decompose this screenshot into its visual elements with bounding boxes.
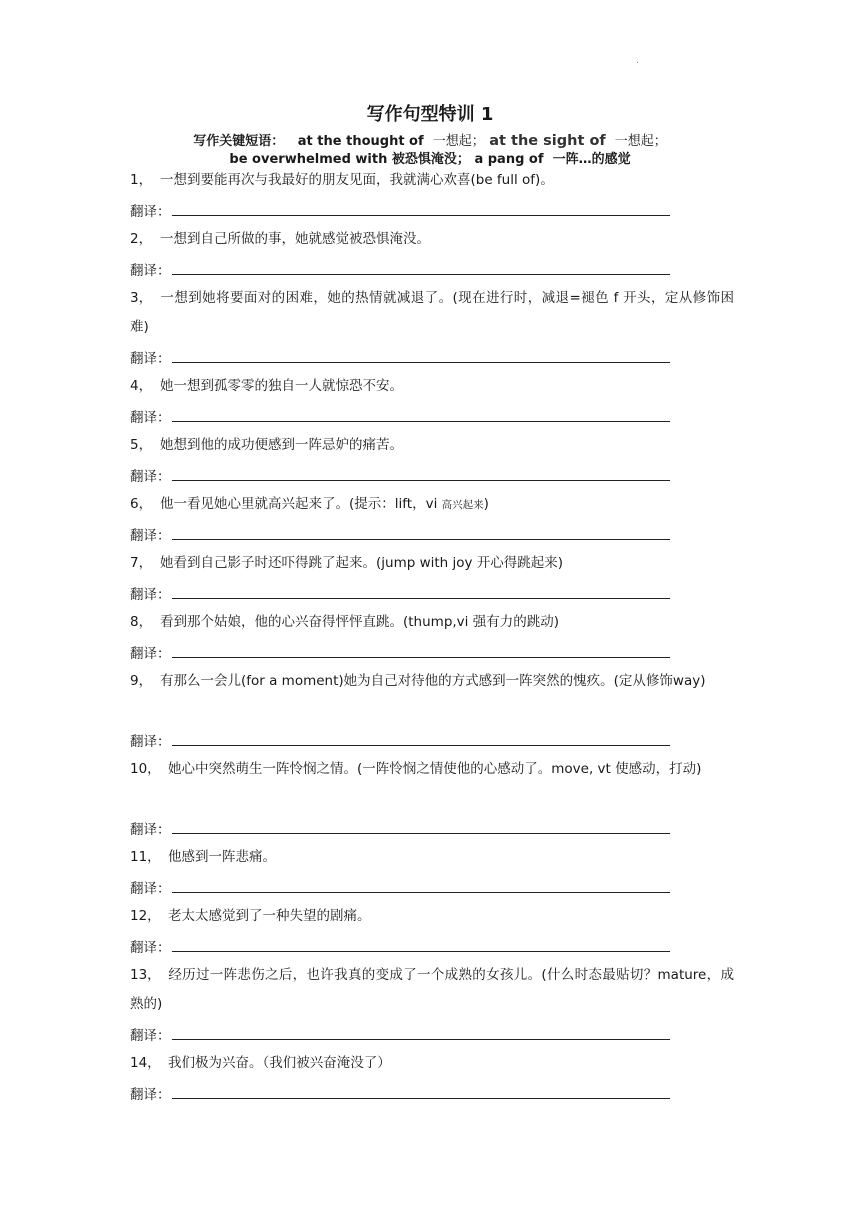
question-text: 老太太感觉到了一种失望的剧痛。 [168, 908, 371, 924]
answer-blank[interactable] [172, 259, 670, 275]
phrase-en: a pang of [474, 152, 544, 167]
question-text: 我们极为兴奋。（我们被兴奋淹没了） [168, 1055, 391, 1071]
page-dot: . [636, 56, 639, 66]
question-13 [130, 961, 734, 1019]
answer-row-4 [130, 406, 670, 428]
question-5 [130, 431, 734, 460]
translate-label: 翻译： [130, 734, 171, 750]
answer-blank[interactable] [172, 406, 670, 422]
question-11 [130, 843, 734, 872]
answer-blank[interactable] [172, 1083, 670, 1099]
answer-blank[interactable] [172, 877, 670, 893]
question-number: 7， [130, 555, 153, 571]
answer-row-1 [130, 200, 670, 222]
question-text: 她想到他的成功便感到一阵忌妒的痛苦。 [160, 437, 403, 453]
translate-label: 翻译： [130, 204, 171, 220]
question-tail: ) [483, 496, 489, 512]
answer-row-14 [130, 1083, 670, 1105]
translate-label: 翻译： [130, 469, 171, 485]
question-3 [130, 284, 734, 342]
answer-blank[interactable] [172, 524, 670, 540]
key-phrases-line-1 [0, 131, 860, 152]
question-number: 4， [130, 378, 153, 394]
question-number: 12， [130, 908, 161, 924]
question-number: 10， [130, 761, 161, 777]
key-phrases-label: 写作关键短语： [193, 134, 285, 149]
phrase-zh: 一阵…的感觉 [552, 152, 631, 167]
question-text: 她一想到孤零零的独自一人就惊恐不安。 [160, 378, 403, 394]
answer-blank[interactable] [172, 1024, 670, 1040]
answer-row-7 [130, 583, 670, 605]
answer-blank[interactable] [172, 583, 670, 599]
question-4 [130, 372, 734, 401]
question-8 [130, 608, 734, 637]
question-number: 9， [130, 673, 153, 689]
question-6 [130, 490, 734, 520]
question-text: 有那么一会儿(for a moment)她为自己对待他的方式感到一阵突然的愧疚。(定从修饰way) [160, 673, 706, 689]
translate-label: 翻译： [130, 940, 171, 956]
question-1 [130, 166, 734, 195]
question-number: 6， [130, 496, 153, 512]
answer-blank[interactable] [172, 200, 670, 216]
translate-label: 翻译： [130, 351, 171, 367]
question-number: 14， [130, 1055, 161, 1071]
answer-row-10 [130, 818, 670, 840]
answer-row-12 [130, 936, 670, 958]
phrase-en: be overwhelmed with [229, 152, 388, 167]
answer-blank[interactable] [172, 465, 670, 481]
phrase-zh: 一想起； [614, 134, 667, 149]
question-12 [130, 902, 734, 931]
translate-label: 翻译： [130, 822, 171, 838]
question-10 [130, 755, 734, 784]
question-text: 一想到自己所做的事，她就感觉被恐惧淹没。 [160, 231, 430, 247]
question-9 [130, 667, 734, 696]
answer-blank[interactable] [172, 347, 670, 363]
translate-label: 翻译： [130, 528, 171, 544]
answer-row-8 [130, 642, 670, 664]
question-number: 1， [130, 172, 153, 188]
question-text: 经历过一阵悲伤之后，也许我真的变成了一个成熟的女孩儿。(什么时态最贴切？mature，成熟的) [130, 967, 734, 1012]
question-number: 2， [130, 231, 153, 247]
question-14 [130, 1049, 734, 1078]
answer-row-5 [130, 465, 670, 487]
question-number: 3， [130, 290, 153, 306]
question-number: 5， [130, 437, 153, 453]
question-number: 11， [130, 849, 161, 865]
answer-row-9 [130, 730, 670, 752]
question-text: 他一看见她心里就高兴起来了。(提示：lift，vi [160, 496, 438, 512]
page-title: 写作句型特训 1 [366, 104, 494, 125]
question-text: 她看到自己影子时还吓得跳了起来。(jump with joy 开心得跳起来) [160, 555, 564, 571]
translate-label: 翻译： [130, 1087, 171, 1103]
question-number: 8， [130, 614, 153, 630]
translate-label: 翻译： [130, 881, 171, 897]
translate-label: 翻译： [130, 410, 171, 426]
translate-label: 翻译： [130, 587, 171, 603]
question-number: 13， [130, 967, 161, 983]
answer-row-13 [130, 1024, 670, 1046]
question-text: 看到那个姑娘，他的心兴奋得怦怦直跳。(thump,vi 强有力的跳动) [160, 614, 559, 630]
answer-blank[interactable] [172, 730, 670, 746]
phrase-en: at the thought of [297, 134, 424, 149]
translate-label: 翻译： [130, 263, 171, 279]
translate-label: 翻译： [130, 1028, 171, 1044]
question-text: 他感到一阵悲痛。 [168, 849, 276, 865]
answer-blank[interactable] [172, 818, 670, 834]
question-note: 高兴起来 [441, 499, 484, 511]
answer-row-3 [130, 347, 670, 369]
translate-label: 翻译： [130, 646, 171, 662]
question-2 [130, 225, 734, 254]
phrase-en: at the sight of [489, 133, 606, 149]
question-text: 她心中突然萌生一阵怜悯之情。(一阵怜悯之情使他的心感动了。move, vt 使感动，打动) [168, 761, 702, 777]
answer-blank[interactable] [172, 936, 670, 952]
question-text: 一想到她将要面对的困难，她的热情就减退了。(现在进行时，减退=褪色 f 开头，定从修饰困难) [130, 290, 734, 335]
answer-blank[interactable] [172, 642, 670, 658]
question-text: 一想到要能再次与我最好的朋友见面，我就满心欢喜(be full of)。 [160, 172, 554, 188]
question-7 [130, 549, 734, 578]
answer-row-2 [130, 259, 670, 281]
phrase-zh: 被恐惧淹没； [391, 152, 470, 167]
answer-row-11 [130, 877, 670, 899]
phrase-zh: 一想起； [432, 134, 485, 149]
answer-row-6 [130, 524, 670, 546]
